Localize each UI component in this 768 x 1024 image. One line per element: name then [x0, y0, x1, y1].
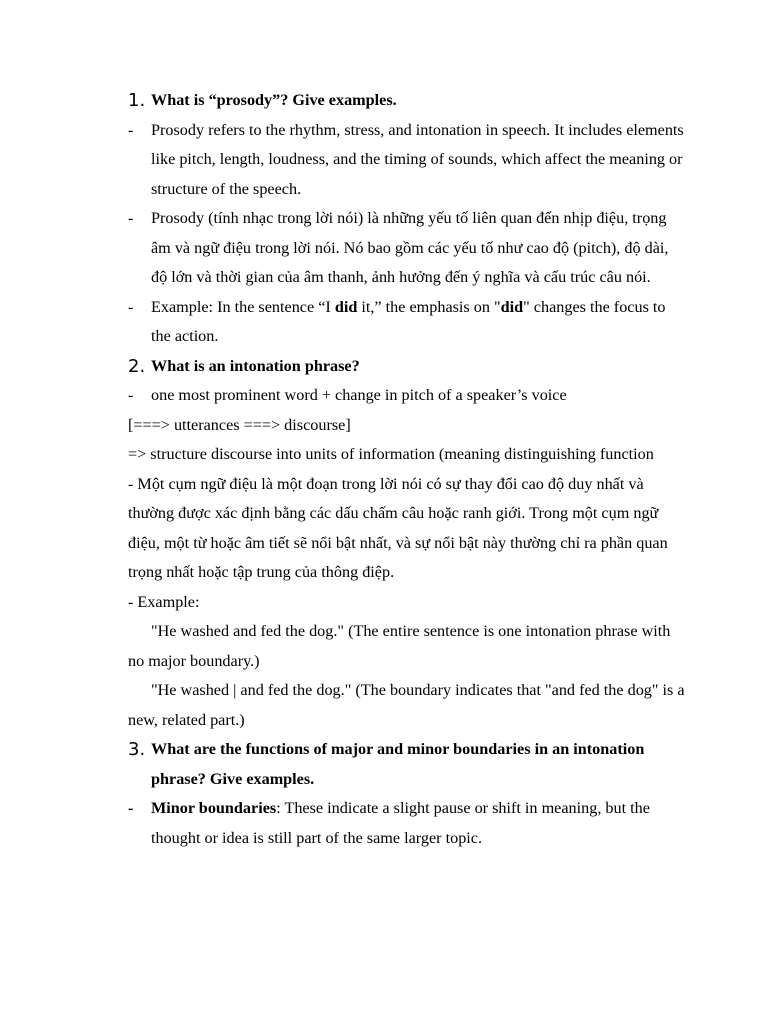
bullet-dash: - [128, 297, 134, 316]
example-paragraph: "He washed | and fed the dog." (The boundary indicates that "and fed the dog" is a new, related part.) [128, 681, 685, 729]
question-3-heading [128, 735, 688, 794]
paragraph: - Một cụm ngữ điệu là một đoạn trong lời nói có sự thay đổi cao độ duy nhất và thường được xác định bằng các dấu chấm câu hoặc ranh giới. Trong một cụm ngữ điệu, một từ hoặc âm tiết sẽ nổi bật nhất, và sự nổi bật này thường chỉ ra phần quan trọng nhất hoặc tập trung của thông điệp. [128, 474, 668, 581]
document-body [128, 86, 688, 853]
bullet-text-pre: Example: In the sentence “I [151, 297, 335, 316]
question-text: What are the functions of major and minor boundaries in an intonation phrase? Give examples. [151, 740, 645, 788]
paragraph: [===> utterances ===> discourse] [128, 415, 351, 434]
bullet-text-post: " changes the focus to the action. [151, 297, 666, 345]
example-paragraph: "He washed and fed the dog." (The entire sentence is one intonation phrase with no major boundary.) [128, 622, 671, 670]
bullet-text: one most prominent word + change in pitch of a speaker’s voice [151, 386, 567, 404]
list-number: 1. [128, 90, 146, 111]
bullet-item [128, 381, 688, 411]
bullet-dash: - [128, 386, 134, 404]
bullet-text: Prosody refers to the rhythm, stress, and intonation in speech. It includes elements like pitch, length, loudness, and the timing of sounds, which affect the meaning or structure of the speech. [151, 120, 684, 198]
bullet-dash: - [128, 799, 134, 817]
paragraph: - Example: [128, 592, 200, 611]
question-text: What is “prosody”? Give examples. [151, 91, 397, 109]
bullet-item [128, 293, 688, 352]
bullet-dash: - [128, 209, 134, 227]
question-2-heading [128, 352, 688, 382]
bullet-dash: - [128, 120, 134, 139]
bullet-item [128, 794, 688, 853]
list-number: 3. [128, 739, 146, 760]
question-text: What is an intonation phrase? [151, 356, 360, 375]
paragraph: => structure discourse into units of information (meaning distinguishing function [128, 445, 654, 463]
bullet-text-mid: it,” the emphasis on " [357, 297, 501, 316]
bullet-item [128, 204, 688, 293]
bullet-text: Prosody (tính nhạc trong lời nói) là những yếu tố liên quan đến nhịp điệu, trọng âm và ngữ điệu trong lời nói. Nó bao gồm các yếu tố như cao độ (pitch), độ dài, độ lớn và thời gian của âm thanh, ảnh hưởng đến ý nghĩa và cấu trúc câu nói. [151, 209, 669, 286]
list-number: 2. [128, 355, 146, 377]
bold-word: did [500, 297, 524, 316]
bullet-text: : These indicate a slight pause or shift in meaning, but the thought or idea is still part of the same larger topic. [151, 799, 650, 847]
question-1-heading [128, 86, 688, 116]
bold-word: did [334, 297, 358, 316]
bullet-item [128, 116, 688, 205]
bold-term: Minor boundaries [151, 799, 277, 817]
